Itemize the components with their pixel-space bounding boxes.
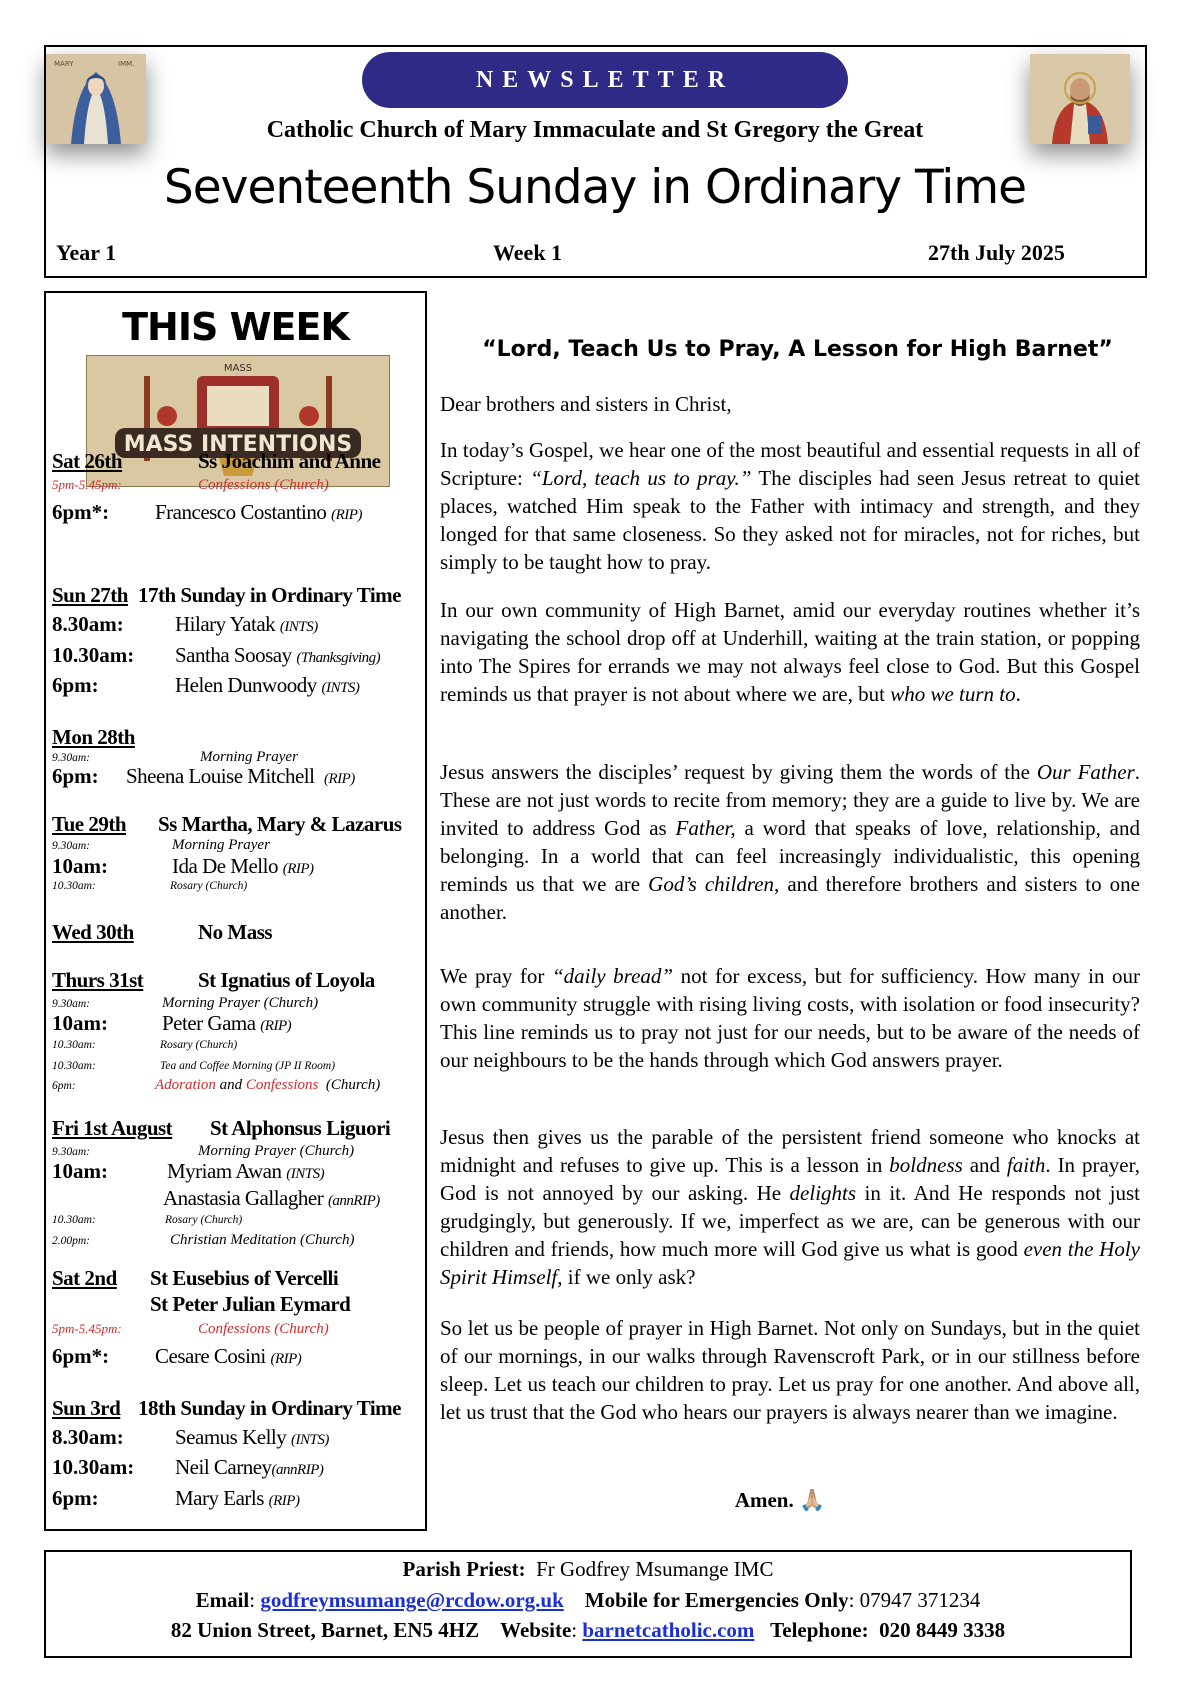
article-greeting: Dear brothers and sisters in Christ, [440, 392, 732, 416]
sun27-intention-3: Helen Dunwoody (INTS) [175, 673, 360, 697]
sat26-time: 6pm*: [52, 500, 110, 524]
thu31-adoration-time: 6pm: [52, 1080, 76, 1092]
sun3-time-2: 10.30am: [52, 1455, 135, 1479]
sat26-conf-time: 5pm-5.45pm: [52, 477, 122, 492]
wed30-feast: No Mass [198, 920, 273, 944]
church-name: Catholic Church of Mary Immaculate and St Gregory the Great [266, 117, 924, 143]
sun3-intention-3: Mary Earls (RIP) [175, 1486, 300, 1510]
fri1-meditation: Christian Meditation (Church) [170, 1232, 355, 1248]
sun27-intention-2: Santha Soosay (Thanksgiving) [175, 643, 381, 667]
sun27-day: Sun 27th [52, 583, 128, 607]
wed30-day: Wed 30th [52, 920, 134, 944]
sun3-feast: 18th Sunday in Ordinary Time [138, 1396, 401, 1420]
tue29-time: 10am: [52, 854, 108, 878]
mon28-mp-time: 9.30am: [52, 752, 91, 764]
sat2-time: 6pm*: [52, 1344, 110, 1368]
email-link[interactable]: godfreymsumange@rcdow.org.uk [260, 1588, 564, 1612]
fri1-meditation-time: 2.00pm: [52, 1235, 91, 1247]
fri1-day: Fri 1st August [52, 1116, 173, 1140]
article-title: “Lord, Teach Us to Pray, A Lesson for High Barnet” [482, 337, 1113, 362]
thu31-tea-time: 10.30am: [52, 1060, 96, 1072]
contact-line: Email: godfreymsumange@rcdow.org.uk Mobile for Emergencies Only: 07947 371234 [195, 1588, 981, 1612]
article-paragraph-5: Jesus then gives us the parable of the persistent friend someone who knocks at midnight and refuses to give up. This is a lesson in boldness and faith. In prayer, God is not annoyed by our asking. He delights in it. And He responds not just grudgingly, but generously. If we, imperfect as we are, can be generous with our children and friends, how much more will God give us what is good even the Holy Spirit Himself, if we only ask? [440, 1125, 1140, 1289]
sat26-confessions: Confessions (Church) [198, 477, 329, 493]
website-link[interactable]: barnetcatholic.com [582, 1618, 755, 1642]
article-paragraph-3: Jesus answers the disciples’ request by giving them the words of the Our Father. These are not just words to recite from memory; they are a guide to live by. We are invited to address God as Father, a word that speaks of love, relationship, and belonging. In a world that can feel increasingly individualistic, this opening reminds us that we are God’s children, and therefore brothers and sisters to one another. [440, 760, 1140, 924]
thu31-morning-prayer: Morning Prayer (Church) [162, 995, 319, 1011]
fri1-feast: St Alphonsus Liguori [210, 1116, 391, 1140]
thu31-time: 10am: [52, 1011, 108, 1035]
fri1-rosary: Rosary (Church) [165, 1214, 243, 1226]
fri1-intention-2: Anastasia Gallagher (annRIP) [163, 1186, 380, 1210]
thu31-intention: Peter Gama (RIP) [162, 1011, 292, 1035]
newsletter-banner: NEWSLETTER [362, 52, 848, 108]
praying-hands-icon: 🙏🏼 [799, 1488, 826, 1512]
mon28-intention: Sheena Louise Mitchell (RIP) [126, 764, 355, 788]
sun27-time-2: 10.30am: [52, 643, 135, 667]
article-paragraph-6: So let us be people of prayer in High Barnet. Not only on Sundays, but in the quiet of our mornings, in our walks through Ravenscroft Park, or in our stillness before sleep. Let us teach our children to pray. Let us pray for one another. And above all, let us trust that the God who hears our prayers is always nearer than we imagine. [440, 1316, 1140, 1424]
address-line: 82 Union Street, Barnet, EN5 4HZ Website: barnetcatholic.com Telephone: 020 8449 3338 [170, 1618, 1006, 1642]
sun27-time-1: 8.30am: [52, 612, 124, 636]
fri1-mp-time: 9.30am: [52, 1146, 91, 1158]
thu31-tea-coffee: Tea and Coffee Morning (JP II Room) [160, 1060, 336, 1072]
fri1-time: 10am: [52, 1159, 108, 1183]
article-paragraph-1: In today’s Gospel, we hear one of the most beautiful and essential requests in all of Scripture: “Lord, teach us to pray.” The disciples had seen Jesus retreat to quiet places, watched Him speak to the Father with intimacy and strength, and they longed for that same closeness. So they asked not for miracles, not for riches, but simply to be taught how to pray. [440, 438, 1141, 574]
sat26-feast: Ss Joachim and Anne [198, 449, 381, 473]
mon28-time: 6pm: [52, 764, 99, 788]
fri1-rosary-time: 10.30am: [52, 1214, 96, 1226]
week-label: Week 1 [493, 240, 563, 265]
tue29-rosary: Rosary (Church) [170, 880, 248, 892]
tue29-feast: Ss Martha, Mary & Lazarus [158, 812, 402, 836]
thu31-rosary-time: 10.30am: [52, 1039, 96, 1051]
thu31-feast: St Ignatius of Loyola [198, 968, 375, 992]
sat2-feast-1: St Eusebius of Vercelli [150, 1266, 339, 1290]
sat2-day: Sat 2nd [52, 1266, 117, 1290]
sat2-conf-time: 5pm-5.45pm: [52, 1321, 122, 1336]
thu31-day: Thurs 31st [52, 968, 144, 992]
sun3-time-3: 6pm: [52, 1486, 99, 1510]
sat2-confessions: Confessions (Church) [198, 1321, 329, 1337]
sun3-time-1: 8.30am: [52, 1425, 124, 1449]
mon28-morning-prayer: Morning Prayer [200, 749, 298, 765]
sun27-intention-1: Hilary Yatak (INTS) [175, 612, 318, 636]
sat26-intention: Francesco Costantino (RIP) [155, 500, 362, 524]
sun27-time-3: 6pm: [52, 673, 99, 697]
tue29-intention: Ida De Mello (RIP) [172, 854, 314, 878]
mass-intentions-label: MASS INTENTIONS [123, 432, 353, 457]
sun27-feast: 17th Sunday in Ordinary Time [138, 583, 401, 607]
thu31-adoration: Adoration and Confessions (Church) [155, 1077, 381, 1093]
tue29-mp-time: 9.30am: [52, 840, 91, 852]
amen-line: Amen. 🙏🏼 [734, 1488, 826, 1512]
year-label: Year 1 [56, 240, 117, 265]
fri1-morning-prayer: Morning Prayer (Church) [198, 1143, 355, 1159]
mon28-day: Mon 28th [52, 725, 135, 749]
thu31-rosary: Rosary (Church) [160, 1039, 238, 1051]
article-paragraph-4: We pray for “daily bread” not for excess, but for sufficiency. How many in our own community struggle with rising living costs, with isolation or food insecurity? This line reminds us to pray not just for our needs, but to be aware of the needs of our neighbours to be the hands through which God answers prayer. [440, 964, 1141, 1072]
tue29-day: Tue 29th [52, 812, 127, 836]
fri1-intention-1: Myriam Awan (INTS) [167, 1159, 325, 1183]
sun3-day: Sun 3rd [52, 1396, 121, 1420]
tue29-rosary-time: 10.30am: [52, 880, 96, 892]
parish-priest-line: Parish Priest: Fr Godfrey Msumange IMC [402, 1557, 774, 1581]
article-paragraph-2: In our own community of High Barnet, amid our everyday routines whether it’s navigating the school drop off at Underhill, waiting at the train station, or popping into The Spires for errands we may not always feel close to God. But this Gospel reminds us that prayer is not about where we are, but who we turn to. [440, 598, 1140, 706]
sun3-intention-1: Seamus Kelly (INTS) [175, 1425, 329, 1449]
sat26-day: Sat 26th [52, 449, 123, 473]
svg-text:MARY: MARY [54, 60, 74, 68]
this-week-heading: THIS WEEK [122, 305, 349, 349]
sunday-title: Seventeenth Sunday in Ordinary Time [163, 160, 1027, 215]
mass-label: MASS [223, 363, 253, 374]
svg-text:IMM.: IMM. [118, 60, 135, 68]
sat2-intention: Cesare Cosini (RIP) [155, 1344, 302, 1368]
thu31-mp-time: 9.30am: [52, 998, 91, 1010]
date-label: 27th July 2025 [928, 240, 1065, 265]
tue29-morning-prayer: Morning Prayer [172, 837, 270, 853]
sat2-feast-2: St Peter Julian Eymard [150, 1292, 351, 1316]
sun3-intention-2: Neil Carney(annRIP) [175, 1455, 324, 1479]
